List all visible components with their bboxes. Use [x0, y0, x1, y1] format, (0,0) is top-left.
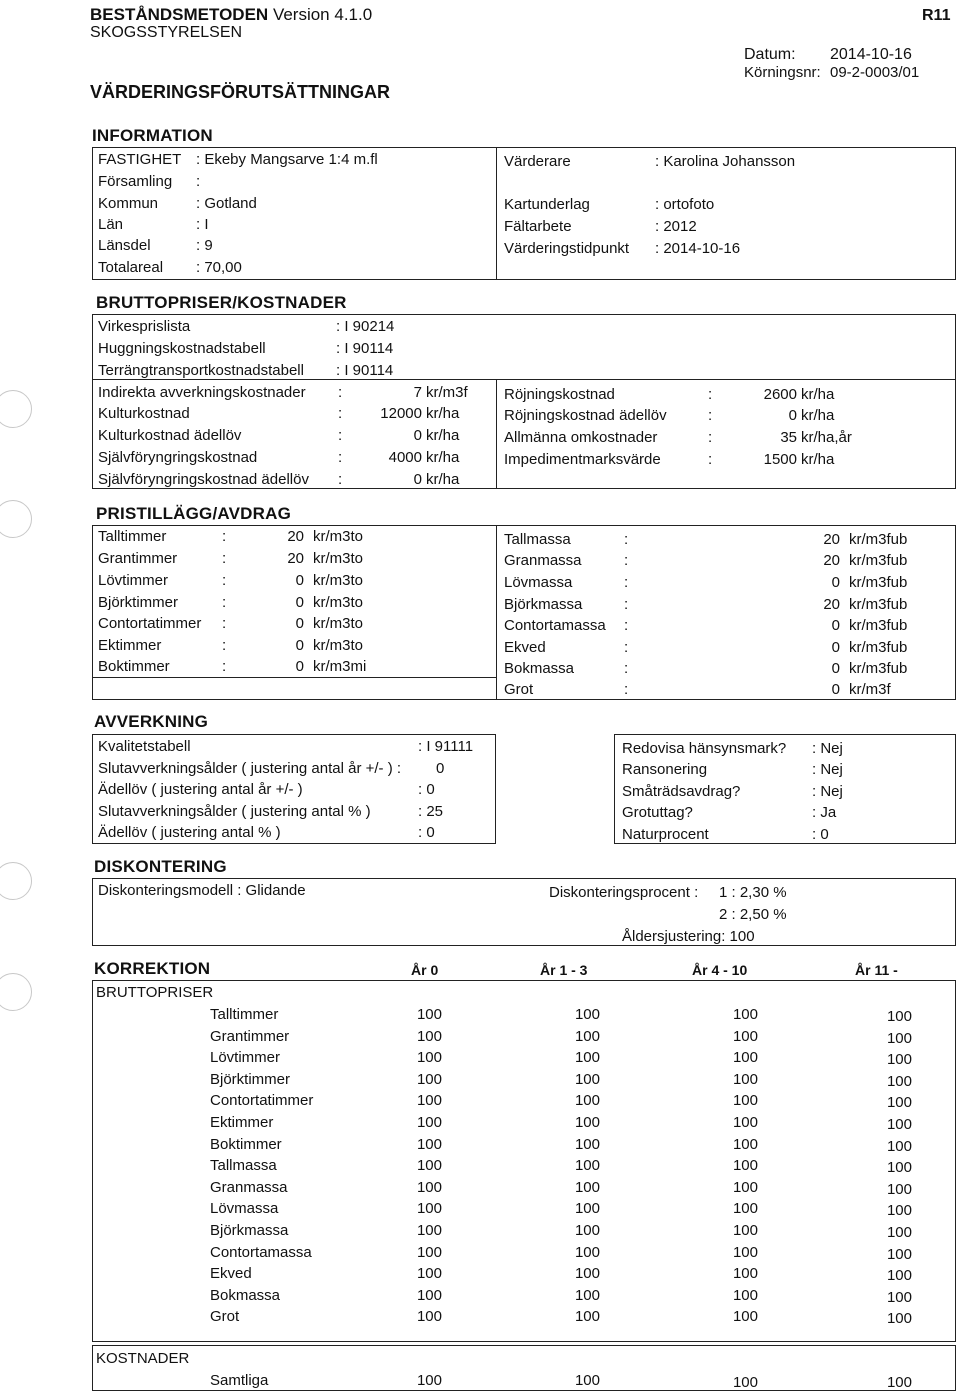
info-value: : 2012	[655, 218, 697, 235]
section-heading-avverkning: AVVERKNING	[94, 712, 209, 731]
info-label: Kartunderlag	[504, 196, 590, 213]
korrektion-value: 100	[574, 1157, 600, 1175]
pris-unit: kr/m3to	[313, 594, 364, 611]
pris-value: 0	[831, 660, 840, 677]
korrektion-value: 100	[732, 1286, 758, 1304]
korrektion-value: 100	[416, 1135, 442, 1153]
pris-value: 0	[295, 658, 304, 675]
korrektion-value: 100	[732, 1243, 758, 1261]
cost-unit: kr/ha	[801, 451, 835, 468]
korrektion-value: 100	[886, 1137, 912, 1155]
korrektion-value: 100	[416, 1114, 442, 1131]
korrektion-value: 100	[732, 1114, 758, 1131]
avverkning-value: : 25	[418, 803, 444, 820]
pris-value: 0	[831, 639, 840, 656]
korrektion-value: 100	[886, 1288, 912, 1306]
punch-hole	[0, 390, 32, 428]
korrektion-row-label: Grot	[210, 1308, 240, 1326]
korrektion-value: 100	[416, 1286, 442, 1304]
pris-colon: :	[624, 681, 629, 698]
korrektion-value: 100	[732, 1049, 758, 1067]
korrektion-value: 100	[574, 1092, 600, 1110]
pris-value: 20	[287, 528, 304, 545]
pris-unit: kr/m3to	[313, 615, 364, 632]
diskonteringsprocent-1: 1 : 2,30 %	[719, 884, 787, 901]
korrektion-value: 100	[886, 1116, 912, 1133]
korning-label: Körningsnr:	[744, 64, 821, 81]
info-label: Länsdel	[98, 237, 151, 254]
cost-label: Kulturkostnad ädellöv	[98, 427, 242, 444]
korrektion-value: 100	[416, 1243, 442, 1261]
korrektion-value: 100	[732, 1265, 758, 1283]
korrektion-value: 100	[732, 1308, 758, 1326]
pris-label: Lövtimmer	[98, 572, 169, 589]
pris-unit: kr/m3fub	[849, 531, 908, 548]
korrektion-row-label: Lövtimmer	[210, 1049, 281, 1067]
korrektion-row-label: Contortatimmer	[210, 1092, 314, 1110]
pris-colon: :	[222, 615, 227, 632]
avverkning-label: Kvalitetstabell	[98, 738, 191, 755]
pris-value: 0	[831, 681, 840, 698]
info-value: : I	[196, 216, 209, 233]
cost-label: Allmänna omkostnader	[504, 429, 658, 446]
avverkning-value: : 0	[812, 826, 829, 843]
korrektion-value: 100	[416, 1006, 442, 1023]
pris-label: Bokmassa	[504, 660, 575, 677]
app-version: Version 4.1.0	[272, 5, 373, 24]
section-heading-pristillagg: PRISTILLÄGG/AVDRAG	[96, 504, 292, 523]
korrektion-value: 100	[732, 1092, 758, 1110]
pris-colon: :	[624, 617, 629, 634]
korrektion-row-label: Ektimmer	[210, 1114, 274, 1131]
info-label: Församling	[98, 173, 173, 190]
section-heading-brutto: BRUTTOPRISER/KOSTNADER	[96, 293, 347, 312]
kostnader-label: KOSTNADER	[96, 1350, 190, 1367]
cost-colon: :	[338, 449, 343, 466]
cost-colon: :	[708, 407, 713, 424]
avverkning-label: Ransonering	[622, 761, 708, 778]
brutto-divider-h	[92, 379, 956, 380]
pris-label: Björkmassa	[504, 596, 583, 613]
korrektion-column-header: År 4 - 10	[692, 962, 748, 978]
pris-label: Ekved	[504, 639, 546, 656]
korrektion-row-label: Bokmassa	[210, 1286, 281, 1304]
korrektion-value: 100	[886, 1245, 912, 1263]
cost-unit: kr/ha	[426, 471, 460, 488]
avverkning-label: Ädellöv ( justering antal % )	[98, 824, 281, 841]
korrektion-column-header: År 1 - 3	[540, 962, 588, 978]
pris-value: 20	[823, 596, 840, 613]
pris-value: 20	[287, 550, 304, 567]
korrektion-row-label: Björkmassa	[210, 1222, 289, 1239]
korrektion-value: 100	[416, 1308, 442, 1326]
korrektion-value: 100	[732, 1027, 758, 1045]
korrektion-value: 100	[574, 1265, 600, 1283]
korrektion-value: 100	[574, 1286, 600, 1304]
pris-label: Grantimmer	[98, 550, 178, 567]
korrektion-value: 100	[886, 1224, 912, 1241]
korrektion-value: 100	[416, 1049, 442, 1067]
datum-value: 2014-10-16	[830, 46, 912, 63]
korrektion-row-label: Tallmassa	[210, 1157, 277, 1175]
avverkning-value: : 0	[418, 824, 435, 841]
avverkning-value: : Nej	[812, 740, 843, 757]
info-value: : 2014-10-16	[655, 240, 741, 257]
korrektion-value: 100	[574, 1222, 600, 1239]
korrektion-value: 100	[886, 1094, 912, 1112]
brutto-table-value: : I 90214	[336, 318, 395, 335]
pristillagg-left-bottom	[92, 677, 496, 678]
pris-value: 0	[295, 572, 304, 589]
pris-value: 20	[823, 531, 840, 548]
korrektion-row-label: Björktimmer	[210, 1070, 291, 1088]
korrektion-value: 100	[416, 1265, 442, 1283]
cost-colon: :	[708, 429, 713, 446]
korrektion-row-label: Contortamassa	[210, 1243, 312, 1261]
pris-colon: :	[222, 658, 227, 675]
cost-unit: kr/ha	[426, 449, 460, 466]
korrektion-value: 100	[732, 1157, 758, 1175]
pris-value: 0	[295, 637, 304, 654]
pris-unit: kr/m3fub	[849, 617, 908, 634]
cost-unit: kr/ha	[426, 405, 460, 422]
pris-label: Talltimmer	[98, 528, 167, 545]
avverkning-value: : 0	[418, 781, 435, 798]
korrektion-value: 100	[416, 1157, 442, 1175]
pris-label: Ektimmer	[98, 637, 162, 654]
info-value: : Ekeby Mangsarve 1:4 m.fl	[196, 151, 378, 168]
pris-label: Contortatimmer	[98, 615, 202, 632]
report-code: R11	[922, 7, 951, 24]
info-label: FASTIGHET	[98, 151, 182, 168]
pris-unit: kr/m3to	[313, 637, 364, 654]
pris-label: Boktimmer	[98, 658, 170, 675]
info-label: Totalareal	[98, 259, 164, 276]
korrektion-value: 100	[574, 1027, 600, 1045]
korrektion-value: 100	[574, 1200, 600, 1218]
pris-unit: kr/m3to	[313, 572, 364, 589]
korrektion-value: 100	[732, 1178, 758, 1196]
pris-value: 0	[295, 594, 304, 611]
kostnader-value: 100	[886, 1374, 912, 1391]
korrektion-value: 100	[574, 1243, 600, 1261]
korrektion-value: 100	[732, 1200, 758, 1218]
korrektion-column-header: År 0	[411, 962, 439, 978]
korrektion-row-label: Talltimmer	[210, 1006, 279, 1023]
korrektion-value: 100	[886, 1008, 912, 1025]
section-heading-korrektion: KORREKTION	[94, 959, 211, 978]
brutto-table-label: Virkesprislista	[98, 318, 191, 335]
pris-label: Granmassa	[504, 552, 582, 569]
cost-value: 0	[413, 471, 422, 488]
cost-value: 0	[788, 407, 797, 424]
cost-value: 2600	[763, 386, 797, 403]
pris-colon: :	[624, 660, 629, 677]
pris-colon: :	[222, 550, 227, 567]
cost-unit: kr/ha	[801, 407, 835, 424]
pris-unit: kr/m3f	[849, 681, 891, 698]
diskonteringsprocent-label: Diskonteringsprocent :	[549, 884, 699, 901]
avverkning-label: Slutavverkningsålder ( justering antal % )	[98, 803, 371, 820]
cost-value: 0	[413, 427, 422, 444]
pris-colon: :	[222, 637, 227, 654]
brutto-table-label: Huggningskostnadstabell	[98, 340, 266, 357]
pris-value: 0	[831, 574, 840, 591]
avverkning-label: Redovisa hänsynsmark?	[622, 740, 787, 757]
pris-label: Björktimmer	[98, 594, 179, 611]
cost-label: Indirekta avverkningskostnader	[98, 384, 306, 401]
kostnader-value: 100	[574, 1372, 600, 1389]
pris-colon: :	[624, 552, 629, 569]
datum-label: Datum:	[744, 46, 796, 63]
pris-unit: kr/m3fub	[849, 552, 908, 569]
korrektion-value: 100	[732, 1006, 758, 1023]
cost-label: Röjningskostnad	[504, 386, 615, 403]
cost-label: Kulturkostnad	[98, 405, 190, 422]
korrektion-row-label: Grantimmer	[210, 1027, 290, 1045]
cost-value: 1500	[763, 451, 797, 468]
diskonteringsprocent-2: 2 : 2,50 %	[719, 906, 787, 923]
pris-unit: kr/m3mi	[313, 658, 367, 675]
korrektion-value: 100	[886, 1072, 912, 1090]
aldersjustering: Åldersjustering: 100	[622, 928, 755, 945]
pris-unit: kr/m3to	[313, 550, 364, 567]
korrektion-value: 100	[574, 1049, 600, 1067]
punch-hole	[0, 862, 32, 900]
pris-colon: :	[624, 531, 629, 548]
cost-colon: :	[338, 384, 343, 401]
korrektion-value: 100	[886, 1202, 912, 1220]
bruttopriser-label: BRUTTOPRISER	[96, 984, 214, 1001]
korrektion-value: 100	[886, 1180, 912, 1198]
korrektion-row-label: Boktimmer	[210, 1135, 282, 1153]
avverkning-label: Grotuttag?	[622, 804, 693, 821]
cost-value: 4000	[388, 449, 422, 466]
korrektion-value: 100	[416, 1178, 442, 1196]
pris-label: Tallmassa	[504, 531, 571, 548]
cost-unit: kr/m3f	[426, 384, 468, 401]
avverkning-value: : Ja	[812, 804, 837, 821]
pris-value: 20	[823, 552, 840, 569]
avverkning-label: Ädellöv ( justering antal år +/- )	[98, 781, 303, 798]
cost-value: 7	[413, 384, 422, 401]
info-label: Värderingstidpunkt	[504, 240, 630, 257]
pristillagg-divider	[496, 525, 497, 700]
korrektion-value: 100	[574, 1114, 600, 1131]
avverkning-label: Naturprocent	[622, 826, 709, 843]
cost-label: Självföryngringskostnad ädellöv	[98, 471, 309, 488]
korrektion-value: 100	[416, 1070, 442, 1088]
info-value: : ortofoto	[655, 196, 715, 213]
avverkning-value: 0	[436, 760, 445, 777]
kostnader-value: 100	[732, 1374, 758, 1391]
korrektion-value: 100	[574, 1006, 600, 1023]
korrektion-value: 100	[732, 1070, 758, 1088]
brutto-table-value: : I 90114	[336, 340, 394, 357]
pris-unit: kr/m3fub	[849, 639, 908, 656]
avverkning-label: Slutavverkningsålder ( justering antal år +/- ) :	[98, 760, 402, 777]
korrektion-value: 100	[886, 1029, 912, 1047]
pris-value: 0	[831, 617, 840, 634]
korrektion-row-label: Granmassa	[210, 1178, 288, 1196]
info-value: : 70,00	[196, 259, 242, 276]
pris-unit: kr/m3fub	[849, 596, 908, 613]
cost-value: 35	[780, 429, 797, 446]
info-label: Län	[98, 216, 124, 233]
kostnader-value: 100	[416, 1372, 442, 1389]
pris-colon: :	[222, 572, 227, 589]
pris-label: Contortamassa	[504, 617, 606, 634]
korning-value: 09-2-0003/01	[830, 64, 920, 81]
information-divider	[496, 147, 497, 280]
korrektion-value: 100	[574, 1135, 600, 1153]
cost-colon: :	[338, 427, 343, 444]
info-label: Värderare	[504, 153, 571, 170]
page-title: VÄRDERINGSFÖRUTSÄTTNINGAR	[90, 82, 390, 102]
cost-label: Impedimentmarksvärde	[504, 451, 661, 468]
korrektion-value: 100	[732, 1135, 758, 1153]
cost-unit: kr/ha,år	[801, 429, 852, 446]
korrektion-row-label: Lövmassa	[210, 1200, 279, 1218]
avverkning-value: : I 91111	[418, 738, 474, 755]
app-title	[90, 6, 372, 23]
korrektion-value: 100	[886, 1159, 912, 1177]
info-label: Fältarbete	[504, 218, 572, 235]
cost-value: 12000	[380, 405, 422, 422]
cost-colon: :	[338, 405, 343, 422]
cost-colon: :	[708, 451, 713, 468]
diskonteringsmodell: Diskonteringsmodell : Glidande	[98, 882, 306, 899]
brutto-table-label: Terrängtransportkostnadstabell	[98, 362, 304, 379]
korrektion-value: 100	[574, 1070, 600, 1088]
brutto-table-value: : I 90114	[336, 362, 394, 379]
cost-unit: kr/ha	[801, 386, 835, 403]
pris-unit: kr/m3fub	[849, 660, 908, 677]
korrektion-value: 100	[574, 1308, 600, 1326]
avverkning-value: : Nej	[812, 783, 843, 800]
korrektion-value: 100	[416, 1027, 442, 1045]
korrektion-value: 100	[574, 1178, 600, 1196]
cost-colon: :	[708, 386, 713, 403]
pris-colon: :	[222, 594, 227, 611]
cost-label: Självföryngringskostnad	[98, 449, 258, 466]
pris-unit: kr/m3fub	[849, 574, 908, 591]
info-value: : 9	[196, 237, 213, 254]
korrektion-value: 100	[416, 1092, 442, 1110]
pris-label: Lövmassa	[504, 574, 573, 591]
info-value: : Gotland	[196, 195, 257, 212]
avverkning-label: Småträdsavdrag?	[622, 783, 741, 800]
pris-label: Grot	[504, 681, 534, 698]
korrektion-value: 100	[416, 1200, 442, 1218]
app-name: BESTÅNDSMETODEN	[90, 5, 269, 24]
brutto-divider-v	[496, 379, 497, 489]
pris-unit: kr/m3to	[313, 528, 364, 545]
korrektion-row-label: Ekved	[210, 1265, 252, 1283]
korrektion-column-header: År 11 -	[855, 962, 898, 978]
info-value: : Karolina Johansson	[655, 153, 796, 170]
info-label: Kommun	[98, 195, 159, 212]
pris-colon: :	[624, 639, 629, 656]
section-heading-diskontering: DISKONTERING	[94, 857, 227, 876]
korrektion-value: 100	[416, 1222, 442, 1239]
punch-hole	[0, 973, 32, 1011]
pris-value: 0	[295, 615, 304, 632]
pris-colon: :	[222, 528, 227, 545]
section-heading-information: INFORMATION	[92, 126, 213, 145]
korrektion-value: 100	[886, 1051, 912, 1069]
korrektion-value: 100	[886, 1267, 912, 1285]
pris-colon: :	[624, 596, 629, 613]
korrektion-value: 100	[886, 1310, 912, 1328]
info-value: :	[196, 173, 201, 190]
organization: SKOGSSTYRELSEN	[90, 24, 243, 41]
cost-unit: kr/ha	[426, 427, 460, 444]
punch-hole	[0, 500, 32, 538]
avverkning-value: : Nej	[812, 761, 843, 778]
pris-colon: :	[624, 574, 629, 591]
korrektion-value: 100	[732, 1222, 758, 1239]
cost-label: Röjningskostnad ädellöv	[504, 407, 667, 424]
kostnader-row-label: Samtliga	[210, 1372, 269, 1389]
cost-colon: :	[338, 471, 343, 488]
